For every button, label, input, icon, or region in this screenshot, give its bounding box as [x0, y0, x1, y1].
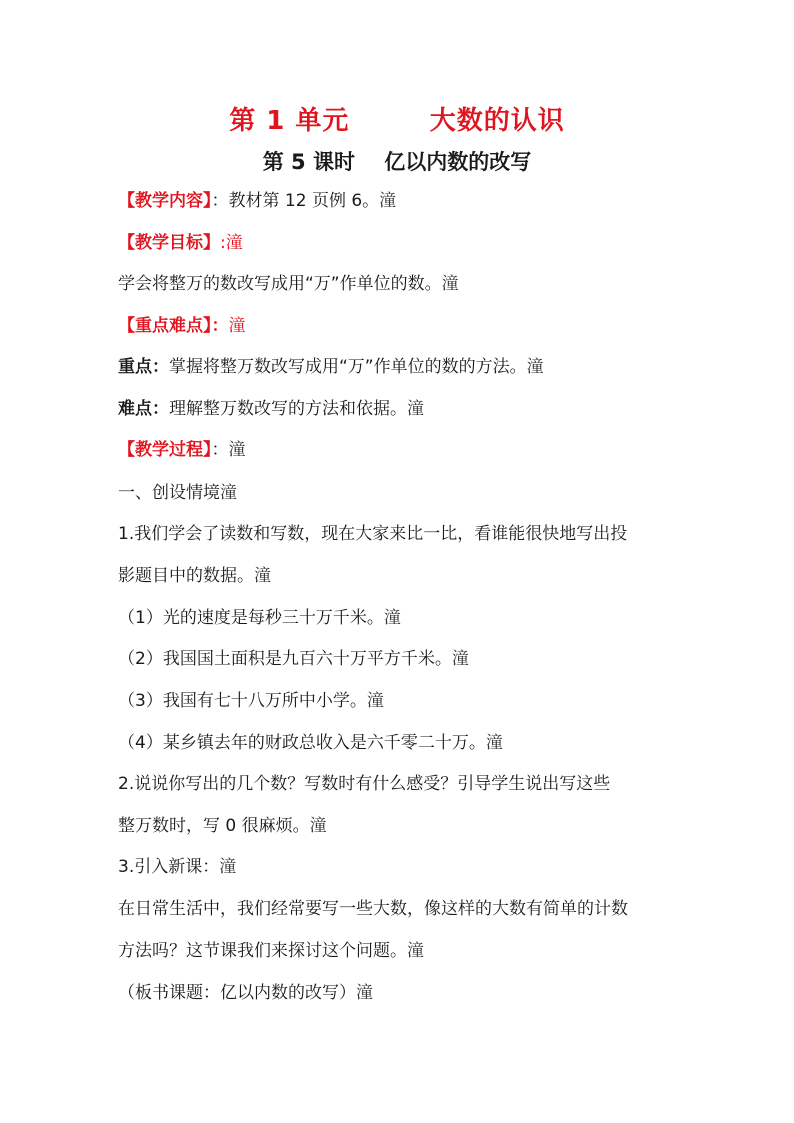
- board-title-text: （板书课题：亿以内数的改写）: [118, 983, 356, 1003]
- paragraph-mark: 潼: [366, 691, 384, 711]
- item-three-line: [118, 855, 698, 879]
- paragraph-mark: 潼: [219, 857, 237, 877]
- difficulty-label: 难点：: [118, 399, 169, 419]
- paragraph-mark: 潼: [383, 608, 401, 628]
- paragraph-mark: 潼: [356, 983, 373, 1003]
- teaching-content-line: [118, 189, 698, 213]
- paragraph-mark: 潼: [309, 816, 327, 836]
- intro-line-1: [118, 897, 698, 921]
- teaching-process-label: 【教学过程】: [118, 440, 212, 460]
- lesson-title: 第 5 课时 亿以内数的改写: [262, 150, 532, 174]
- paragraph-mark: 潼: [485, 733, 503, 753]
- sub-item-2-text: （2）我国国土面积是九百六十万平方千米。: [118, 649, 452, 669]
- item-three-text: 3.引入新课：: [118, 857, 220, 877]
- teaching-goal-text: [118, 272, 698, 296]
- paragraph-mark: 潼: [254, 566, 271, 586]
- sub-item-4-text: （4）某乡镇去年的财政总收入是六千零二十万。: [118, 733, 486, 753]
- intro-line-2: [118, 939, 698, 963]
- key-difficulty-sep: ：: [211, 316, 229, 336]
- section-one-heading: [118, 481, 698, 505]
- goal-text: 学会将整万的数改写成用“万”作单位的数。: [118, 274, 442, 294]
- paragraph-mark: 潼: [441, 274, 459, 294]
- paragraph-mark: 潼: [228, 316, 246, 336]
- item-one-line-2: [118, 564, 698, 588]
- teaching-goal-sep: :: [220, 233, 226, 253]
- key-point-label: 重点：: [118, 357, 169, 377]
- sub-item-1-text: （1）光的速度是每秒三十万千米。: [118, 608, 384, 628]
- section-one-text: 一、创设情境: [118, 483, 220, 503]
- board-title-line: [118, 981, 698, 1005]
- item-two-text-2: 整万数时，写 0 很麻烦。: [118, 816, 310, 836]
- paragraph-mark: 潼: [225, 233, 243, 253]
- key-difficulty-heading: [118, 314, 698, 338]
- teaching-content-text: 教材第 12 页例 6。: [228, 191, 380, 211]
- paragraph-mark: 潼: [220, 483, 237, 503]
- teaching-goal-label: 【教学目标】: [118, 233, 220, 253]
- item-one-text-2: 影题目中的数据。: [118, 566, 254, 586]
- intro-text-1: 在日常生活中，我们经常要写一些大数，像这样的大数有简单的计数: [118, 899, 628, 919]
- paragraph-mark: 潼: [407, 399, 424, 419]
- paragraph-mark: 潼: [379, 191, 397, 211]
- teaching-process-sep: ：: [211, 440, 229, 460]
- item-two-line-1: [118, 772, 698, 796]
- key-point-line: [118, 355, 698, 379]
- teaching-process-heading: [118, 438, 698, 462]
- sub-item-3: [118, 689, 698, 713]
- paragraph-mark: 潼: [526, 357, 544, 377]
- sub-item-1: [118, 606, 698, 630]
- key-point-text: 掌握将整万数改写成用“万”作单位的数的方法。: [169, 357, 527, 377]
- item-one-line-1: [118, 522, 698, 546]
- item-two-line-2: [118, 814, 698, 838]
- teaching-goal-heading: [118, 231, 698, 255]
- difficulty-line: [118, 397, 698, 421]
- intro-text-2: 方法吗？这节课我们来探讨这个问题。: [118, 941, 407, 961]
- sub-item-2: [118, 647, 698, 671]
- paragraph-mark: 潼: [228, 440, 246, 460]
- sub-item-4: [118, 731, 698, 755]
- unit-title: 第 1 单元 大数的认识: [229, 106, 565, 136]
- item-one-text-1: 1.我们学会了读数和写数，现在大家来比一比，看谁能很快地写出投: [118, 524, 628, 544]
- teaching-content-sep: ：: [211, 191, 229, 211]
- key-difficulty-label: 【重点难点】: [118, 316, 212, 336]
- paragraph-mark: 潼: [451, 649, 469, 669]
- item-two-text-1: 2.说说你写出的几个数？写数时有什么感受？引导学生说出写这些: [118, 774, 611, 794]
- difficulty-text: 理解整万数改写的方法和依据。: [169, 399, 407, 419]
- paragraph-mark: 潼: [407, 941, 424, 961]
- sub-item-3-text: （3）我国有七十八万所中小学。: [118, 691, 367, 711]
- teaching-content-label: 【教学内容】: [118, 191, 212, 211]
